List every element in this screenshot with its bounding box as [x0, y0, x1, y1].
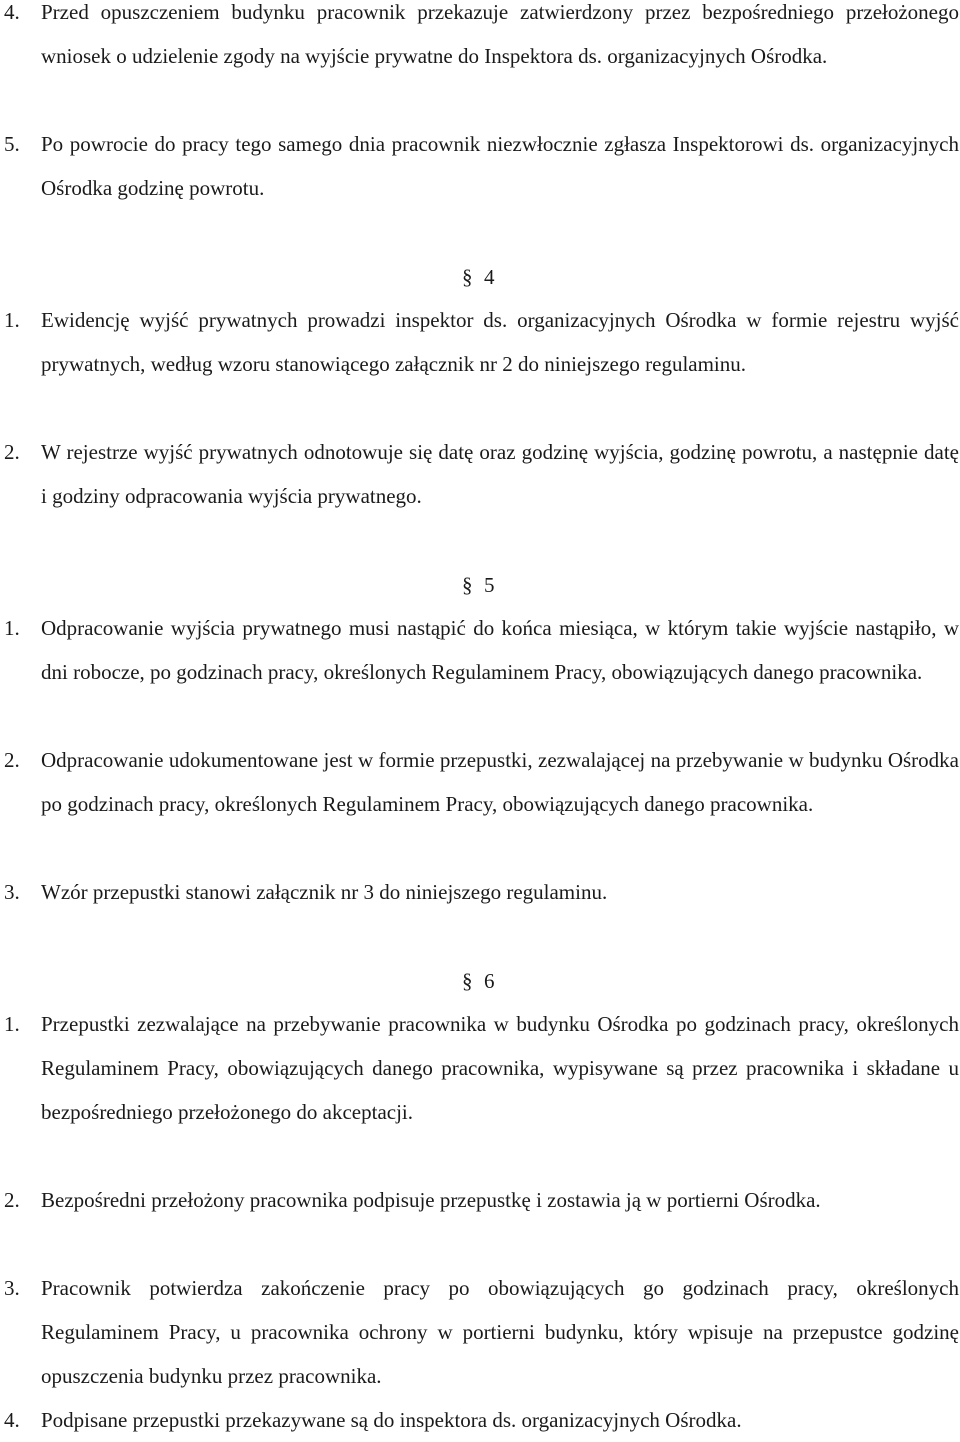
list-item-number: 2. [4, 440, 20, 464]
list-item-number: 5. [4, 132, 20, 156]
list-item-text: Bezpośredni przełożony pracownika podpisuje przepustkę i zostawia ją w portierni Ośrodka. [41, 1188, 821, 1212]
section-sign: § [462, 573, 473, 597]
list-item-number: 4. [4, 0, 20, 24]
list-item-text: Po powrocie do pracy tego samego dnia pracownik niezwłocznie zgłasza Inspektorowi ds. organizacyjnych Ośrodka godzinę powrotu. [41, 132, 959, 200]
section-number: 5 [484, 573, 495, 597]
section-sign: § [462, 969, 473, 993]
list-item-number: 2. [4, 748, 20, 772]
list-item-number: 1. [4, 308, 20, 332]
list-item-number: 1. [4, 1012, 20, 1036]
list-item-number: 3. [4, 1276, 20, 1300]
list-item-number: 4. [4, 1408, 20, 1432]
section-number: 4 [484, 265, 495, 289]
list-item-text: Przed opuszczeniem budynku pracownik przekazuje zatwierdzony przez bezpośredniego przełożonego wniosek o udzielenie zgody na wyjście prywatne do Inspektora ds. organizacyjnych Ośrodka. [41, 0, 959, 68]
list-item-text: Odpracowanie udokumentowane jest w formie przepustki, zezwalającej na przebywanie w budynku Ośrodka po godzinach pracy, określonych Regulaminem Pracy, obowiązujących danego pracownika. [41, 748, 959, 816]
list-item-text: Wzór przepustki stanowi załącznik nr 3 do niniejszego regulaminu. [41, 880, 608, 904]
list-item-text: Podpisane przepustki przekazywane są do inspektora ds. organizacyjnych Ośrodka. [41, 1408, 742, 1432]
list-item-number: 2. [4, 1188, 20, 1212]
list-item-text: Pracownik potwierdza zakończenie pracy po obowiązujących go godzinach pracy, określonych Regulaminem Pracy, u pracownika ochrony w portierni budynku, który wpisuje na przepustce godzinę opuszczenia budynku przez pracownika. [41, 1276, 959, 1388]
list-item-text: Ewidencję wyjść prywatnych prowadzi inspektor ds. organizacyjnych Ośrodka w formie rejestru wyjść prywatnych, według wzoru stanowiącego załącznik nr 2 do niniejszego regulaminu. [41, 308, 959, 376]
list-item-text: Odpracowanie wyjścia prywatnego musi nastąpić do końca miesiąca, w którym takie wyjście nastąpiło, w dni robocze, po godzinach pracy, określonych Regulaminem Pracy, obowiązujących danego pracownika. [41, 616, 959, 684]
section-heading [462, 570, 542, 600]
list-item-text: W rejestrze wyjść prywatnych odnotowuje się datę oraz godzinę wyjścia, godzinę powrotu, a następnie datę i godziny odpracowania wyjścia prywatnego. [41, 440, 959, 508]
section-heading [462, 262, 542, 292]
list-item-number: 3. [4, 880, 20, 904]
section-sign: § [462, 265, 473, 289]
section-number: 6 [484, 969, 495, 993]
list-item-text: Przepustki zezwalające na przebywanie pracownika w budynku Ośrodka po godzinach pracy, określonych Regulaminem Pracy, obowiązujących danego pracownika, wypisywane są przez pracownika i składane u bezpośredniego przełożonego do akceptacji. [41, 1012, 959, 1124]
list-item-number: 1. [4, 616, 20, 640]
section-heading [462, 966, 542, 996]
